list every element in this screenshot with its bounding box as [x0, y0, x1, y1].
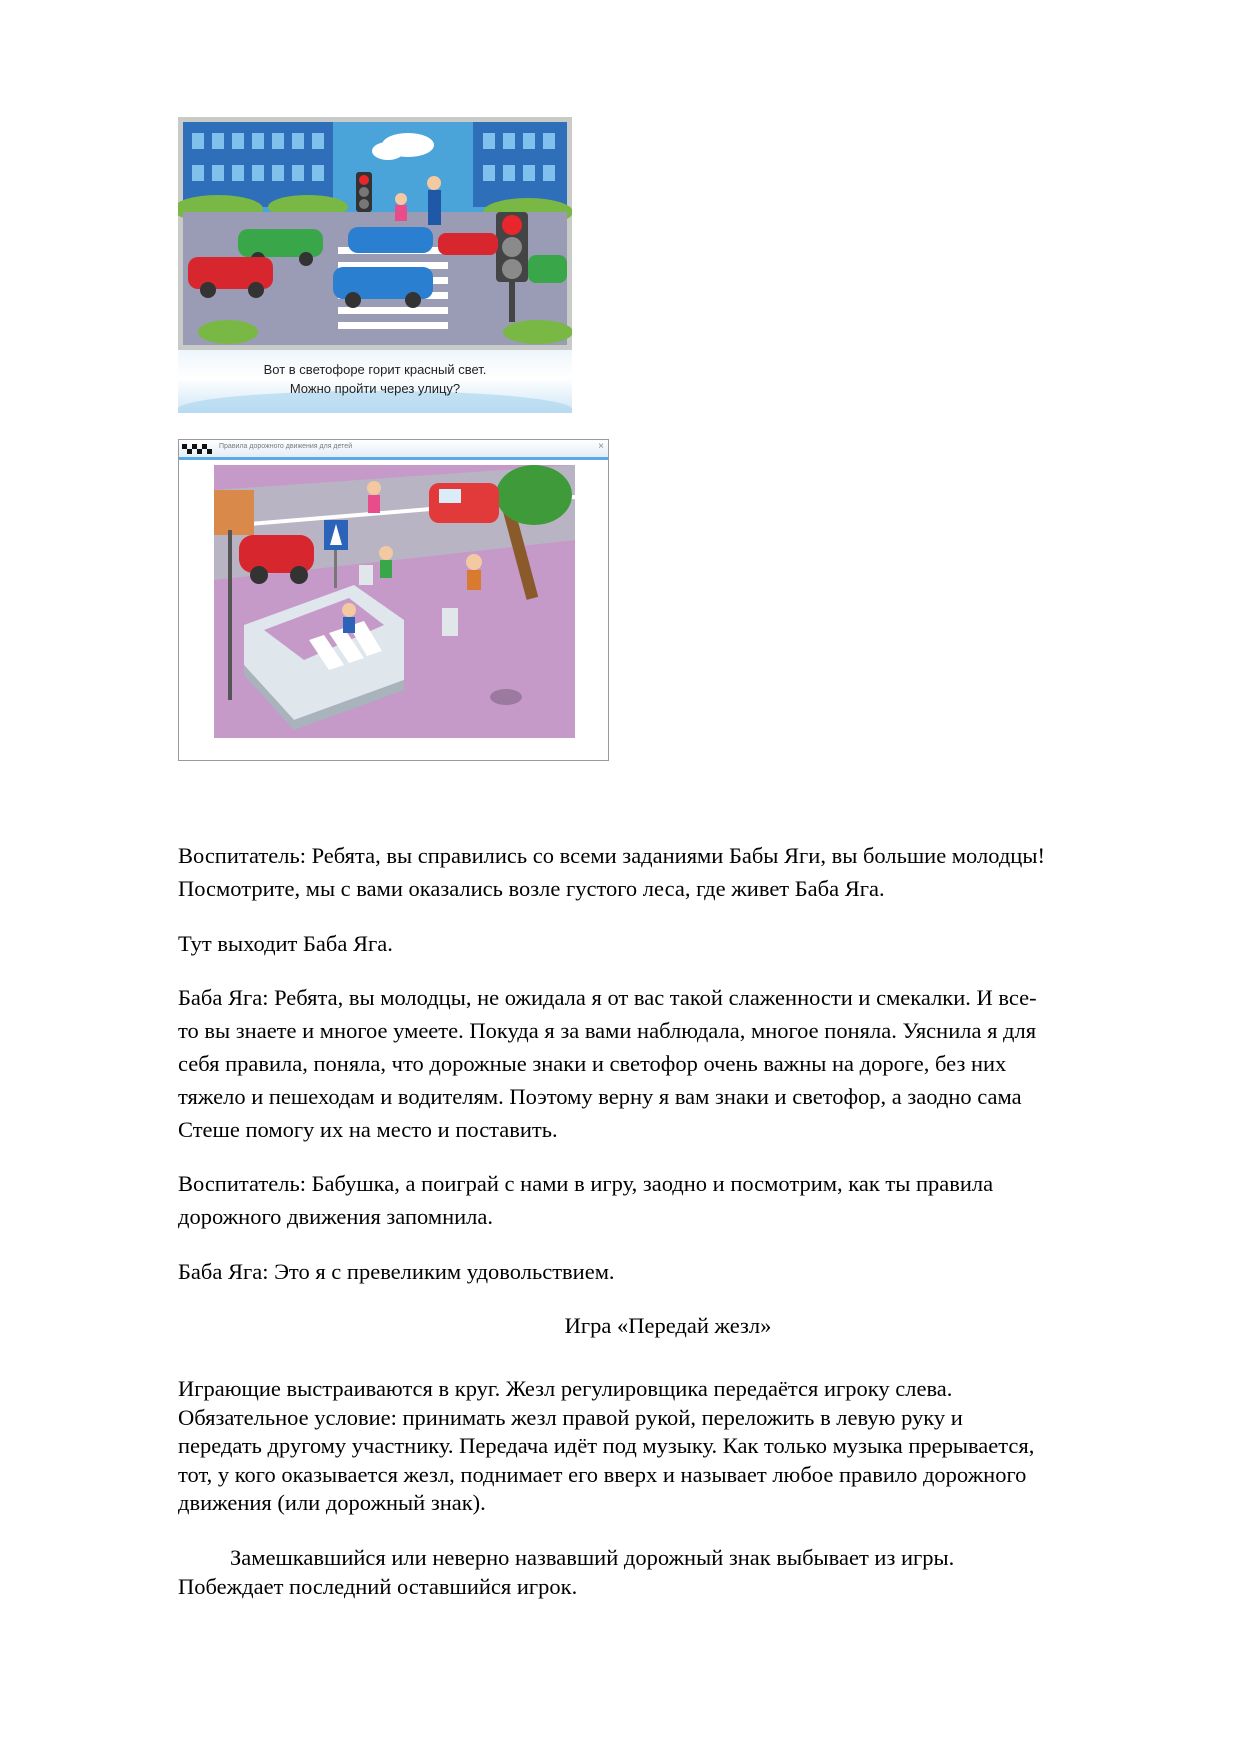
- underpass-scene-image: [214, 465, 575, 738]
- underpass-illustration-window: [178, 439, 609, 761]
- text-line: дорожного движения запомнила.: [178, 1204, 494, 1229]
- traffic-light-illustration: [178, 117, 572, 413]
- text-line: передать другому участнику. Передача идёт под музыку. Как только музыка прерывается,: [178, 1433, 1035, 1458]
- checkered-flag-icon: [182, 444, 212, 454]
- text-line: Посмотрите, мы с вами оказались возле густого леса, где живет Баба Яга.: [178, 876, 885, 901]
- illustration-caption: [178, 350, 572, 413]
- close-icon[interactable]: ×: [598, 441, 604, 452]
- text-line: Побеждает последний оставшийся игрок.: [178, 1573, 578, 1599]
- text-line: Баба Яга: Ребята, вы молодцы, не ожидала я от вас такой слаженности и смекалки. И все-: [178, 985, 1037, 1010]
- text-line: Замешкавшийся или неверно назвавший дорожный знак выбывает из игры.: [230, 1545, 955, 1570]
- paragraph-game-rules: [178, 1375, 1158, 1518]
- text-line: тяжело и пешеходам и водителям. Поэтому верну я вам знаки и светофор, а заодно сама: [178, 1084, 1022, 1109]
- caption-line-2: Можно пройти через улицу?: [289, 381, 461, 396]
- text-line: Баба Яга: Это я с превеликим удовольствием.: [178, 1259, 615, 1284]
- game-title-text: Игра «Передай жезл»: [564, 1313, 772, 1338]
- text-line: тот, у кого оказывается жезл, поднимает его вверх и называет любое правило дорожного: [178, 1461, 1027, 1487]
- text-line: Обязательное условие: принимать жезл правой рукой, переложить в левую руку и: [178, 1404, 963, 1430]
- paragraph-teacher-2: [178, 1167, 1158, 1233]
- text-line: движения (или дорожный знак).: [178, 1490, 486, 1515]
- window-titlebar: [179, 440, 608, 460]
- paragraph-game-outcome: [178, 1544, 1158, 1601]
- paragraph-baba-yaga-enters: [178, 927, 1158, 960]
- text-line: Стеше помогу их на место и поставить.: [178, 1117, 558, 1142]
- text-line: Воспитатель: Ребята, вы справились со всеми заданиями Бабы Яги, вы большие молодцы!: [178, 843, 1045, 868]
- text-line: Воспитатель: Бабушка, а поиграй с нами в игру, заодно и посмотрим, как ты правила: [178, 1171, 994, 1196]
- paragraph-baba-yaga-speech: [178, 981, 1158, 1146]
- street-scene-image: [178, 117, 572, 350]
- window-title: Правила дорожного движения для детей: [219, 443, 353, 450]
- caption-line-1: Вот в светофоре горит красный свет.: [263, 362, 487, 377]
- text-line: то вы знаете и многое умеете. Покуда я за вами наблюдала, многое поняла. Уяснила я для: [178, 1018, 1037, 1043]
- game-title: [178, 1309, 1158, 1342]
- paragraph-teacher-1: [178, 839, 1158, 905]
- paragraph-baba-yaga-reply: [178, 1255, 1158, 1288]
- text-line: Играющие выстраиваются в круг. Жезл регулировщика передаётся игроку слева.: [178, 1376, 953, 1401]
- text-line: себя правила, поняла, что дорожные знаки и светофор очень важны на дороге, без них: [178, 1051, 1007, 1076]
- text-line: Тут выходит Баба Яга.: [178, 931, 393, 956]
